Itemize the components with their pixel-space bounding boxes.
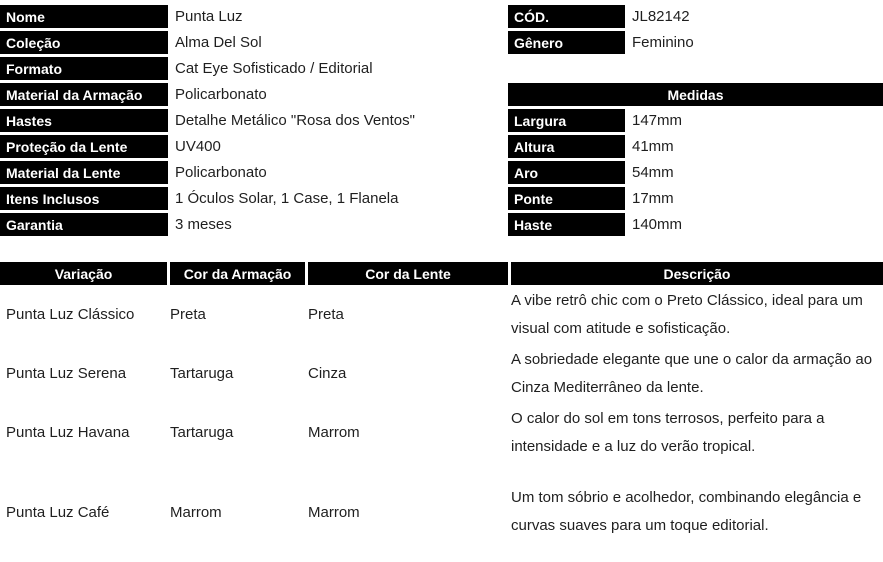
- measure-row-aro: [508, 161, 883, 187]
- spec-row-colecao: [0, 31, 500, 57]
- column-header-description: Descrição: [511, 262, 883, 285]
- spec-label: Garantia: [0, 213, 168, 236]
- spec-label: Formato: [0, 57, 168, 80]
- gender-label: Gênero: [508, 31, 625, 54]
- spec-value: Detalhe Metálico "Rosa dos Ventos": [175, 112, 415, 129]
- cell-description: A vibe retrô chic com o Preto Clássico, ideal para um visual com atitude e sofisticação.: [511, 291, 863, 337]
- measure-label: Haste: [508, 213, 625, 236]
- cell-variation: Punta Luz Havana: [6, 424, 130, 441]
- spec-label: Hastes: [0, 109, 168, 132]
- spec-value: Cat Eye Sofisticado / Editorial: [175, 60, 373, 77]
- cell-description: O calor do sol em tons terrosos, perfeito para a intensidade e a luz do verão tropical.: [511, 409, 825, 455]
- spec-table: [0, 5, 500, 239]
- spec-row-nome: [0, 5, 500, 31]
- gender-value: Feminino: [632, 34, 694, 51]
- measure-value: 17mm: [632, 190, 674, 207]
- spec-label: Proteção da Lente: [0, 135, 168, 158]
- spec-label: Nome: [0, 5, 168, 28]
- table-row: [0, 285, 883, 344]
- spec-value: Policarbonato: [175, 86, 267, 103]
- spec-value: Alma Del Sol: [175, 34, 262, 51]
- spec-row-material-lente: [0, 161, 500, 187]
- spec-value: Policarbonato: [175, 164, 267, 181]
- code-row: [508, 5, 883, 31]
- measures-title: Medidas: [508, 83, 883, 106]
- column-header-lens-color: Cor da Lente: [308, 262, 508, 285]
- cell-variation: Punta Luz Café: [6, 503, 110, 521]
- column-header-variation: Variação: [0, 262, 167, 285]
- table-row: [0, 403, 883, 462]
- spec-value: UV400: [175, 138, 221, 155]
- measure-label: Largura: [508, 109, 625, 132]
- code-and-measures: [508, 5, 883, 239]
- code-label: CÓD.: [508, 5, 625, 28]
- measure-row-haste: [508, 213, 883, 239]
- cell-description: A sobriedade elegante que une o calor da armação ao Cinza Mediterrâneo da lente.: [511, 350, 873, 396]
- cell-lens-color: Cinza: [308, 365, 347, 382]
- cell-frame-color: Tartaruga: [170, 424, 234, 441]
- variations-table: [0, 262, 883, 562]
- spec-value: 3 meses: [175, 216, 232, 233]
- spec-row-garantia: [0, 213, 500, 239]
- measure-label: Aro: [508, 161, 625, 184]
- spec-row-itens-inclusos: [0, 187, 500, 213]
- spec-row-material-armacao: [0, 83, 500, 109]
- spec-row-protecao-lente: [0, 135, 500, 161]
- cell-frame-color: Tartaruga: [170, 365, 234, 382]
- table-row: [0, 344, 883, 403]
- table-row: [0, 462, 883, 562]
- measure-row-ponte: [508, 187, 883, 213]
- spec-row-formato: [0, 57, 500, 83]
- spec-value: Punta Luz: [175, 8, 243, 25]
- cell-variation: Punta Luz Serena: [6, 365, 127, 382]
- cell-variation: Punta Luz Clássico: [6, 306, 135, 323]
- spec-label: Coleção: [0, 31, 168, 54]
- spec-row-hastes: [0, 109, 500, 135]
- measure-label: Ponte: [508, 187, 625, 210]
- cell-frame-color: Marrom: [170, 503, 222, 521]
- spec-label: Material da Lente: [0, 161, 168, 184]
- spacer: [508, 57, 883, 83]
- cell-lens-color: Preta: [308, 306, 344, 323]
- spec-label: Material da Armação: [0, 83, 168, 106]
- column-header-frame-color: Cor da Armação: [170, 262, 305, 285]
- measure-value: 54mm: [632, 164, 674, 181]
- spec-label: Itens Inclusos: [0, 187, 168, 210]
- gender-row: [508, 31, 883, 57]
- measure-label: Altura: [508, 135, 625, 158]
- measure-row-altura: [508, 135, 883, 161]
- measure-value: 41mm: [632, 138, 674, 155]
- variations-header: [0, 262, 883, 285]
- spec-value: 1 Óculos Solar, 1 Case, 1 Flanela: [175, 190, 399, 207]
- measure-value: 147mm: [632, 112, 683, 129]
- cell-lens-color: Marrom: [308, 503, 360, 521]
- code-value: JL82142: [632, 8, 690, 25]
- cell-frame-color: Preta: [170, 306, 206, 323]
- measure-row-largura: [508, 109, 883, 135]
- cell-lens-color: Marrom: [308, 424, 360, 441]
- cell-description: Um tom sóbrio e acolhedor, combinando elegância e curvas suaves para um toque editorial.: [511, 489, 862, 534]
- measure-value: 140mm: [632, 216, 683, 233]
